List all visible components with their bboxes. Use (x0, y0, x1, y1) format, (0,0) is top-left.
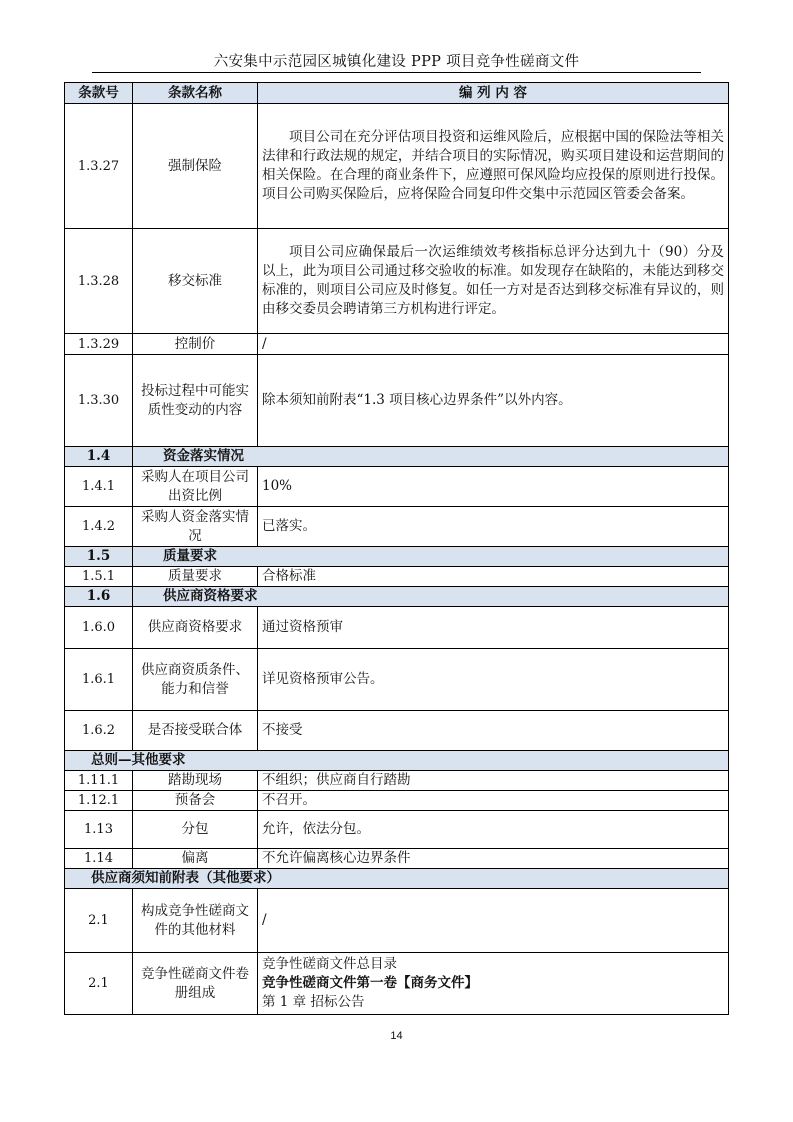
section-row (65, 587, 729, 607)
table-row (65, 771, 729, 791)
section-row (65, 751, 729, 771)
clause-number: 1.3.30 (65, 355, 133, 447)
page-number: 14 (390, 1030, 403, 1042)
clause-name: 供应商资质条件、能力和信誉 (133, 649, 258, 711)
clause-content: 详见资格预审公告。 (258, 649, 729, 711)
clause-name: 采购人资金落实情况 (133, 507, 258, 547)
clause-content: / (258, 889, 729, 953)
clause-number: 1.4.1 (65, 467, 133, 507)
header-rule (92, 72, 701, 73)
clause-name: 供应商资格要求 (133, 607, 258, 649)
clause-name: 踏勘现场 (133, 771, 258, 791)
clause-name: 分包 (133, 811, 258, 849)
clause-number: 1.5.1 (65, 567, 133, 587)
clause-number: 2.1 (65, 889, 133, 953)
section-number: 1.4 (65, 447, 133, 467)
clause-content: 项目公司应确保最后一次运维绩效考核指标总评分达到九十（90）分及以上，此为项目公司通过移交验收的标准。如发现存在缺陷的，未能达到移交标准的，则项目公司应及时修复。如任一方对是否达到移交标准有异议的，则由移交委员会聘请第三方机构进行评定。 (258, 229, 729, 334)
page-header: 六安集中示范园区城镇化建设 PPP 项目竞争性磋商文件 (213, 54, 580, 70)
clause-content: 不组织；供应商自行踏勘 (258, 771, 729, 791)
clause-number: 1.13 (65, 811, 133, 849)
clause-content: 不接受 (258, 711, 729, 751)
clause-name: 强制保险 (133, 104, 258, 229)
clause-name: 采购人在项目公司出资比例 (133, 467, 258, 507)
clause-name: 是否接受联合体 (133, 711, 258, 751)
table-row (65, 334, 729, 355)
section-number: 1.5 (65, 547, 133, 567)
column-header-no: 条款号 (65, 83, 133, 104)
clause-content: 不允许偏离核心边界条件 (258, 849, 729, 869)
clause-number: 1.6.2 (65, 711, 133, 751)
table-row (65, 811, 729, 849)
clause-name: 投标过程中可能实质性变动的内容 (133, 355, 258, 447)
table-row (65, 849, 729, 869)
clause-content: 除本须知前附表“1.3 项目核心边界条件”以外内容。 (258, 355, 729, 447)
clause-name: 质量要求 (133, 567, 258, 587)
clause-number: 1.3.27 (65, 104, 133, 229)
clause-number: 1.14 (65, 849, 133, 869)
content-line: 竞争性磋商文件第一卷【商务文件】 (262, 975, 478, 991)
table-row (65, 355, 729, 447)
clause-number: 1.4.2 (65, 507, 133, 547)
content-line: 竞争性磋商文件总目录 (262, 956, 397, 972)
clause-content: 已落实。 (258, 507, 729, 547)
table-row (65, 953, 729, 1015)
clause-number: 1.11.1 (65, 771, 133, 791)
clause-name: 移交标准 (133, 229, 258, 334)
table-row (65, 507, 729, 547)
section-title: 供应商资格要求 (133, 587, 729, 607)
clause-name: 构成竞争性磋商文件的其他材料 (133, 889, 258, 953)
clause-content: 项目公司在充分评估项目投资和运维风险后，应根据中国的保险法等相关法律和行政法规的规定，并结合项目的实际情况，购买项目建设和运营期间的相关保险。在合理的商业条件下，应遵照可保风险均应投保的原则进行投保。项目公司购买保险后，应将保险合同复印件交集中示范园区管委会备案。 (258, 104, 729, 229)
section-number: 1.6 (65, 587, 133, 607)
clause-content: 允许，依法分包。 (258, 811, 729, 849)
table-header-row (65, 83, 729, 104)
clause-name: 偏离 (133, 849, 258, 869)
table-row (65, 889, 729, 953)
clause-name: 预备会 (133, 791, 258, 811)
section-title: 供应商须知前附表（其他要求） (65, 869, 729, 889)
table-row (65, 711, 729, 751)
clause-number: 1.12.1 (65, 791, 133, 811)
table-row (65, 791, 729, 811)
clause-number: 1.6.0 (65, 607, 133, 649)
clause-number: 2.1 (65, 953, 133, 1015)
clause-name: 控制价 (133, 334, 258, 355)
clause-table (64, 82, 729, 1015)
clause-content: 通过资格预审 (258, 607, 729, 649)
table-row (65, 229, 729, 334)
column-header-name: 条款名称 (133, 83, 258, 104)
clause-content: / (258, 334, 729, 355)
column-header-content: 编 列 内 容 (258, 83, 729, 104)
clause-number: 1.6.1 (65, 649, 133, 711)
table-row (65, 607, 729, 649)
clause-name: 竞争性磋商文件卷册组成 (133, 953, 258, 1015)
table-row (65, 467, 729, 507)
section-row (65, 447, 729, 467)
section-row (65, 869, 729, 889)
clause-content: 10% (258, 467, 729, 507)
clause-number: 1.3.28 (65, 229, 133, 334)
clause-number: 1.3.29 (65, 334, 133, 355)
clause-content (258, 953, 729, 1015)
section-row (65, 547, 729, 567)
section-title: 总则—其他要求 (65, 751, 729, 771)
table-row (65, 567, 729, 587)
section-title: 资金落实情况 (133, 447, 729, 467)
clause-content: 合格标准 (258, 567, 729, 587)
content-line: 第 1 章 招标公告 (262, 994, 365, 1010)
section-title: 质量要求 (133, 547, 729, 567)
table-row (65, 649, 729, 711)
table-row (65, 104, 729, 229)
clause-content: 不召开。 (258, 791, 729, 811)
